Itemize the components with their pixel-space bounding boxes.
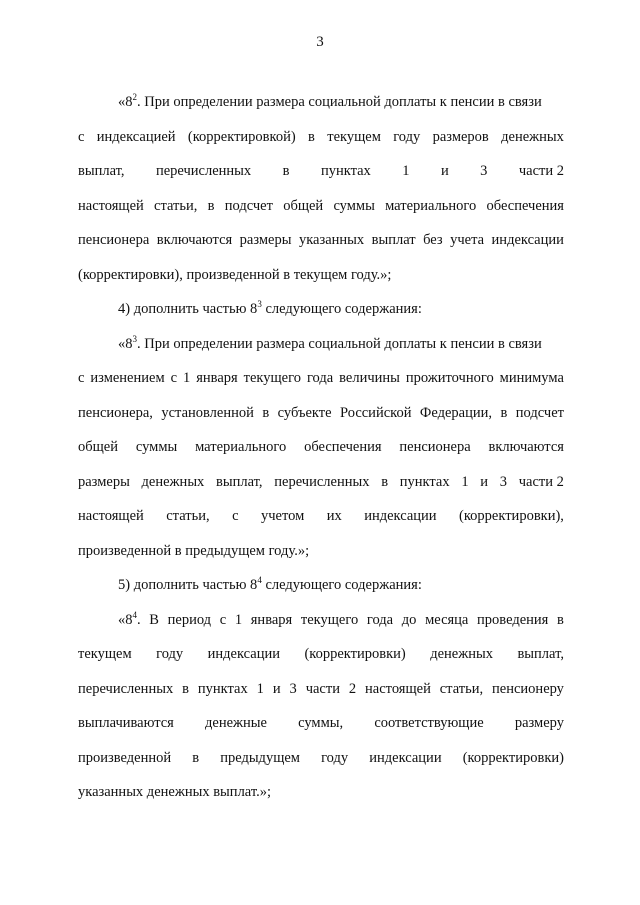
word: году bbox=[156, 646, 184, 662]
text-line bbox=[78, 85, 564, 120]
word: выплат, bbox=[78, 163, 125, 179]
text-fragment: 4) дополнить частью 8 bbox=[118, 301, 258, 317]
text-line bbox=[78, 568, 564, 603]
word: с bbox=[219, 611, 227, 628]
word: части 2 bbox=[518, 473, 564, 490]
text-fragment: произведенной в предыдущем году.»; bbox=[78, 542, 310, 559]
word: и bbox=[440, 163, 449, 179]
superscript: 2 bbox=[132, 92, 137, 103]
text-line bbox=[78, 292, 564, 327]
word: период bbox=[167, 611, 212, 628]
word: их bbox=[326, 508, 342, 524]
word: января bbox=[196, 370, 238, 386]
word: минимума bbox=[499, 370, 564, 386]
superscript: 4 bbox=[257, 575, 262, 586]
word: в bbox=[381, 473, 389, 490]
superscript: 3 bbox=[257, 299, 262, 310]
text-line bbox=[78, 534, 564, 569]
word: (корректировкой) bbox=[187, 128, 296, 145]
word: января bbox=[250, 611, 293, 628]
text-fragment: . При определении размера социальной доплаты к пенсии в связи bbox=[137, 335, 542, 352]
word: году bbox=[393, 128, 421, 145]
word: проведения bbox=[477, 611, 549, 628]
text-fragment: «8 bbox=[118, 94, 133, 110]
word: размеру bbox=[514, 715, 564, 731]
word: перечисленных bbox=[78, 680, 174, 697]
word: произведенной bbox=[78, 749, 172, 766]
word: с bbox=[170, 370, 178, 386]
text-fragment: «8 bbox=[118, 611, 133, 628]
word: В bbox=[149, 611, 159, 628]
text-fragment: «8 bbox=[118, 335, 133, 352]
word: выплат, bbox=[517, 646, 564, 662]
word: перечисленных bbox=[155, 163, 252, 179]
word: и bbox=[272, 680, 281, 697]
word: соответствующие bbox=[374, 715, 484, 731]
word: 1 bbox=[183, 370, 191, 386]
word: без bbox=[423, 232, 443, 248]
word: величины bbox=[339, 370, 400, 386]
word: перечисленных bbox=[274, 473, 370, 490]
word: в bbox=[182, 680, 189, 697]
word: статьи, bbox=[439, 680, 484, 697]
word: денежных bbox=[141, 473, 205, 490]
word: с bbox=[232, 508, 239, 524]
word: (корректировки) bbox=[304, 646, 406, 662]
word: включаются bbox=[156, 232, 233, 248]
word: в bbox=[207, 197, 215, 214]
word: учетом bbox=[260, 508, 305, 524]
text-line bbox=[78, 223, 564, 258]
word: прожиточного bbox=[405, 370, 494, 386]
word: 1 bbox=[461, 473, 469, 490]
word: включаются bbox=[488, 439, 564, 455]
word: года bbox=[366, 611, 394, 628]
paragraph bbox=[78, 568, 564, 603]
text-line bbox=[78, 430, 564, 465]
text-line bbox=[78, 775, 564, 810]
word: индексации bbox=[491, 232, 564, 248]
word: 1 bbox=[234, 611, 243, 628]
word: текущем bbox=[78, 646, 132, 662]
page-number: 3 bbox=[316, 34, 324, 50]
word: с bbox=[78, 128, 85, 145]
text-fragment: (корректировки), произведенной в текущем году.»; bbox=[78, 266, 392, 283]
text-line bbox=[78, 258, 564, 293]
word: размеров bbox=[432, 128, 489, 145]
word: текущего bbox=[243, 370, 301, 386]
word: материального bbox=[385, 197, 477, 214]
word: общей bbox=[78, 439, 118, 455]
word: указанных bbox=[298, 232, 365, 248]
word: текущем bbox=[327, 128, 381, 145]
word: до bbox=[401, 611, 417, 628]
word: в bbox=[557, 611, 564, 628]
word: месяца bbox=[425, 611, 469, 628]
word: настоящей bbox=[365, 680, 431, 697]
word: году bbox=[321, 749, 349, 766]
word: денежных bbox=[501, 128, 564, 145]
text-line bbox=[78, 741, 564, 776]
word: пенсионера bbox=[399, 439, 471, 455]
word: подсчет bbox=[224, 197, 273, 214]
word: текущего bbox=[300, 611, 359, 628]
word: в bbox=[262, 404, 270, 421]
word: общей bbox=[283, 197, 324, 214]
text-fragment: . При определении размера социальной доплаты к пенсии в связи bbox=[137, 94, 542, 110]
word: материального bbox=[195, 439, 287, 455]
text-fragment: следующего содержания: bbox=[261, 577, 422, 593]
word: суммы bbox=[135, 439, 178, 455]
text-line bbox=[78, 361, 564, 396]
word: настоящей bbox=[78, 508, 144, 524]
text-line bbox=[78, 499, 564, 534]
word: выплат, bbox=[216, 473, 263, 490]
word: выплат bbox=[371, 232, 416, 248]
word: пенсионера bbox=[78, 232, 150, 248]
text-line bbox=[78, 603, 564, 638]
superscript: 3 bbox=[132, 333, 137, 344]
text-fragment: следующего содержания: bbox=[261, 301, 422, 317]
paragraph bbox=[78, 327, 564, 569]
word: обеспечения bbox=[486, 197, 564, 214]
word: статьи, bbox=[166, 508, 210, 524]
word: статьи, bbox=[154, 197, 198, 214]
word: в bbox=[308, 128, 315, 145]
word: 1 bbox=[402, 163, 410, 179]
superscript: 4 bbox=[132, 609, 137, 620]
word: в bbox=[192, 749, 200, 766]
word: индексации bbox=[364, 508, 437, 524]
word: 3 bbox=[289, 680, 297, 697]
word: предыдущем bbox=[220, 749, 300, 766]
word: настоящей bbox=[78, 197, 144, 214]
text-line bbox=[78, 396, 564, 431]
text-line bbox=[78, 672, 564, 707]
word: части 2 bbox=[518, 163, 564, 179]
word: Федерации, bbox=[419, 404, 493, 421]
word: выплачиваются bbox=[78, 715, 174, 731]
word: размеры bbox=[78, 473, 130, 490]
word: 2 bbox=[348, 680, 357, 697]
paragraph bbox=[78, 603, 564, 810]
text-fragment: 5) дополнить частью 8 bbox=[118, 577, 258, 593]
word: изменением bbox=[90, 370, 165, 386]
word: суммы bbox=[333, 197, 375, 214]
word: индексации bbox=[207, 646, 280, 662]
word: пенсионера, bbox=[78, 404, 153, 421]
word: 3 bbox=[499, 473, 508, 490]
word: суммы, bbox=[298, 715, 344, 731]
word: установленной bbox=[161, 404, 254, 421]
word: субъекте bbox=[277, 404, 332, 421]
word: индексации bbox=[369, 749, 442, 766]
word: обеспечения bbox=[304, 439, 382, 455]
word: части bbox=[305, 680, 340, 697]
word: в bbox=[282, 163, 290, 179]
paragraph bbox=[78, 85, 564, 292]
word: и bbox=[480, 473, 489, 490]
word: пенсионеру bbox=[492, 680, 564, 697]
word: денежных bbox=[430, 646, 493, 662]
word: пунктах bbox=[399, 473, 450, 490]
text-fragment: . bbox=[137, 611, 141, 628]
word: (корректировки), bbox=[459, 508, 564, 524]
word: денежные bbox=[205, 715, 267, 731]
word: пунктах bbox=[197, 680, 248, 697]
paragraph bbox=[78, 292, 564, 327]
word: года bbox=[306, 370, 334, 386]
word: 3 bbox=[480, 163, 488, 179]
text-fragment bbox=[118, 603, 141, 638]
text-line bbox=[78, 154, 564, 189]
text-line bbox=[78, 327, 564, 362]
word: 1 bbox=[256, 680, 264, 697]
word: размеры bbox=[239, 232, 292, 248]
text-fragment: указанных денежных выплат.»; bbox=[78, 784, 272, 800]
text-line bbox=[78, 189, 564, 224]
text-line bbox=[78, 637, 564, 672]
word: Российской bbox=[340, 404, 412, 421]
text-line bbox=[78, 706, 564, 741]
word: индексацией bbox=[96, 128, 176, 145]
document-body bbox=[78, 85, 564, 810]
text-line bbox=[78, 120, 564, 155]
word: в bbox=[500, 404, 508, 421]
text-line bbox=[78, 465, 564, 500]
word: с bbox=[78, 370, 85, 386]
word: пунктах bbox=[320, 163, 371, 179]
word: подсчет bbox=[515, 404, 564, 421]
word: учета bbox=[450, 232, 485, 248]
word: (корректировки) bbox=[462, 749, 564, 766]
